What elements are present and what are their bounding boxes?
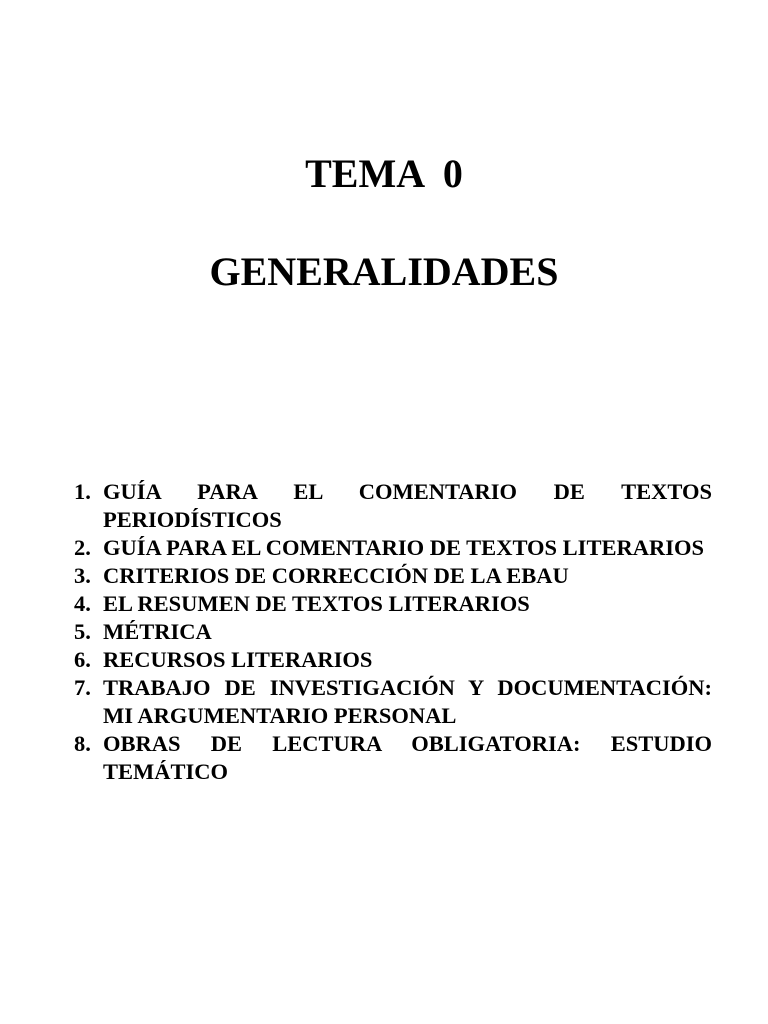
toc-item-number: 5. [74,619,91,644]
toc-item-text: EL RESUMEN DE TEXTOS LITERARIOS [103,591,530,616]
toc-item-number: 3. [74,563,91,588]
toc-item-number: 4. [74,591,91,616]
toc-item-3 [74,562,712,590]
table-of-contents [74,478,712,786]
toc-item-6 [74,646,712,674]
toc-item-text: CRITERIOS DE CORRECCIÓN DE LA EBAU [103,563,569,588]
toc-item-number: 8. [74,731,91,756]
toc-item-number: 6. [74,647,91,672]
toc-item-text: MÉTRICA [103,619,212,644]
toc-item-1 [74,478,712,534]
toc-item-4 [74,590,712,618]
toc-item-7 [74,674,712,730]
toc-item-text: RECURSOS LITERARIOS [103,647,373,672]
toc-item-text: OBRAS DE LECTURA OBLIGATORIA: ESTUDIO TEMÁTICO [103,731,712,784]
toc-item-text: GUÍA PARA EL COMENTARIO DE TEXTOS LITERARIOS [103,535,704,560]
toc-item-8 [74,730,712,786]
toc-item-text: TRABAJO DE INVESTIGACIÓN Y DOCUMENTACIÓN: MI ARGUMENTARIO PERSONAL [103,675,712,728]
toc-item-number: 7. [74,675,91,700]
toc-item-number: 1. [74,479,91,504]
toc-item-5 [74,618,712,646]
toc-item-2 [74,534,712,562]
page-title: TEMA 0 [305,151,463,196]
toc-item-text: GUÍA PARA EL COMENTARIO DE TEXTOS PERIODÍSTICOS [103,479,712,532]
toc-item-number: 2. [74,535,91,560]
page-subtitle: GENERALIDADES [209,249,559,294]
